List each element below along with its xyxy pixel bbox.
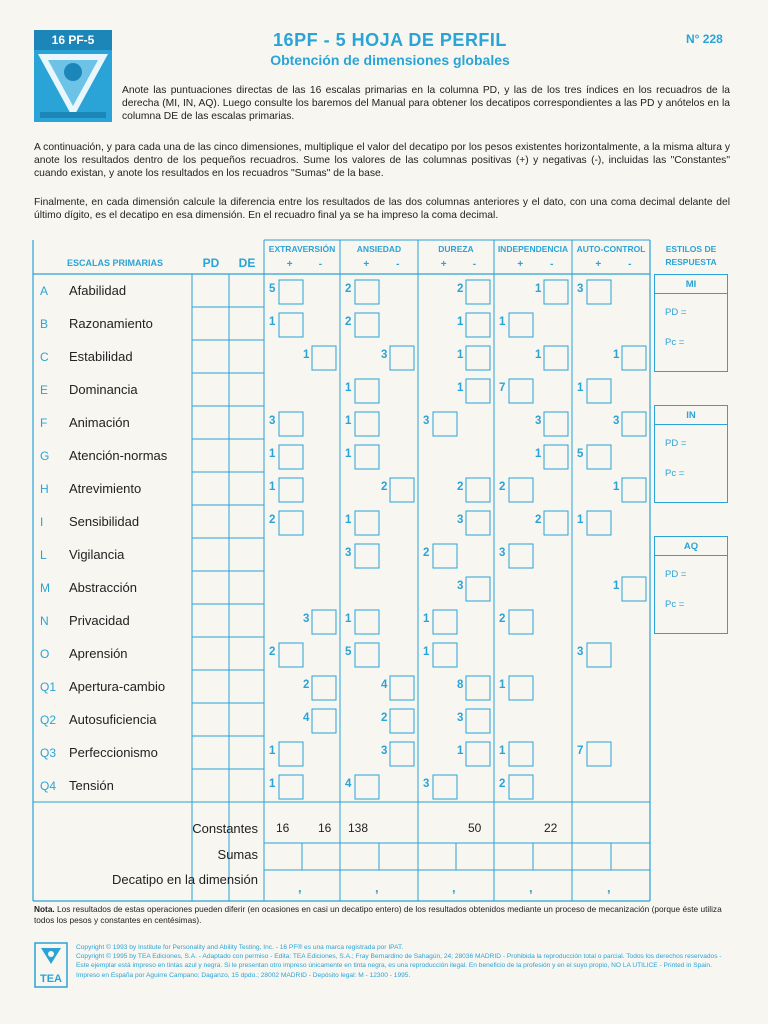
positive-weight: 2 bbox=[345, 283, 352, 295]
positive-weight: 1 bbox=[269, 745, 276, 757]
sums-label: Sumas bbox=[217, 847, 258, 862]
positive-weight: 2 bbox=[269, 646, 276, 658]
dimension-header-1: EXTRAVERSIÓN bbox=[268, 244, 336, 254]
page-title: 16PF - 5 HOJA DE PERFIL bbox=[273, 30, 507, 50]
response-styles-header-1: ESTILOS DE bbox=[665, 244, 717, 254]
minus-sign: - bbox=[472, 259, 477, 270]
scale-code: I bbox=[40, 515, 44, 529]
weight-box[interactable] bbox=[355, 643, 379, 667]
scale-name: Tensión bbox=[69, 778, 114, 793]
constant-value: 16 bbox=[318, 821, 332, 835]
tea-logo-text: TEA bbox=[40, 973, 62, 985]
weight-box[interactable] bbox=[509, 676, 533, 700]
weight-box[interactable] bbox=[355, 610, 379, 634]
scale-name: Razonamiento bbox=[69, 316, 153, 331]
weight-box[interactable] bbox=[279, 412, 303, 436]
weight-box[interactable] bbox=[587, 742, 611, 766]
scale-name: Perfeccionismo bbox=[69, 745, 158, 760]
positive-weight: 2 bbox=[423, 547, 430, 559]
weight-box[interactable] bbox=[466, 313, 490, 337]
positive-weight: 1 bbox=[269, 316, 276, 328]
weight-box[interactable] bbox=[433, 643, 457, 667]
weight-box[interactable] bbox=[279, 643, 303, 667]
scale-code: Q4 bbox=[40, 779, 57, 793]
scale-code: G bbox=[40, 449, 50, 463]
weight-box[interactable] bbox=[279, 511, 303, 535]
weight-box[interactable] bbox=[544, 280, 568, 304]
plus-sign: + bbox=[440, 259, 447, 270]
scale-name: Dominancia bbox=[69, 382, 138, 397]
scale-code: C bbox=[40, 350, 49, 364]
positive-weight: 3 bbox=[345, 547, 352, 559]
footnote bbox=[34, 904, 734, 926]
positive-weight: 3 bbox=[269, 415, 276, 427]
pc-field[interactable]: Pc = bbox=[665, 468, 685, 479]
weight-box[interactable] bbox=[509, 478, 533, 502]
weight-box[interactable] bbox=[509, 742, 533, 766]
weight-box[interactable] bbox=[390, 709, 414, 733]
negative-weight: 1 bbox=[613, 580, 620, 592]
negative-weight: 3 bbox=[457, 712, 464, 724]
positive-weight: 1 bbox=[269, 481, 276, 493]
dimension-header-5: AUTO-CONTROL bbox=[576, 244, 646, 254]
scale-name: Atrevimiento bbox=[69, 481, 142, 496]
weight-box[interactable] bbox=[355, 445, 379, 469]
negative-weight: 3 bbox=[303, 613, 310, 625]
pd-field[interactable]: PD = bbox=[665, 307, 687, 318]
negative-weight: 1 bbox=[535, 448, 542, 460]
positive-weight: 5 bbox=[577, 448, 584, 460]
weight-box[interactable] bbox=[622, 478, 646, 502]
weight-box[interactable] bbox=[466, 577, 490, 601]
weight-box[interactable] bbox=[355, 379, 379, 403]
positive-weight: 2 bbox=[499, 613, 506, 625]
negative-weight: 3 bbox=[613, 415, 620, 427]
weight-box[interactable] bbox=[509, 775, 533, 799]
minus-sign: - bbox=[550, 259, 554, 270]
weight-box[interactable] bbox=[355, 412, 379, 436]
dimension-header-4: INDEPENDENCIA bbox=[497, 244, 569, 254]
positive-weight: 1 bbox=[269, 448, 276, 460]
dimension-header-3: DUREZA bbox=[438, 244, 474, 254]
copyright-line-2: Copyright © 1995 by TEA Ediciones, S.A. - Adaptado con permiso - Edita: TEA Ediciones, S.A.; Fray Bernardino de Sahagún, 24; 28036 MADRID - Prohibida la reproducción total o parcial. Todos los derechos reservados - Este ejemplar está impreso en tintas azul y negra. Si le presentan otro impreso únicamente en tinta negra, es una reproducción ilegal. En beneficio de la profesión y en el suyo propio, NO LA UTILICE - Printed in Spain. Impreso en España por Aguirre Campano; Daganzo, 15 dpdo.; 28002 MADRID - Depósito legal: M - 12300 - 1995. bbox=[76, 953, 722, 979]
scale-code: L bbox=[40, 548, 47, 562]
negative-weight: 1 bbox=[613, 481, 620, 493]
constant-value: 22 bbox=[544, 821, 558, 835]
negative-weight: 2 bbox=[303, 679, 310, 691]
positive-weight: 1 bbox=[499, 745, 506, 757]
primary-scales-header: ESCALAS PRIMARIAS bbox=[66, 258, 163, 268]
dimension-header-2: ANSIEDAD bbox=[356, 244, 402, 254]
negative-weight: 1 bbox=[457, 349, 464, 361]
negative-weight: 3 bbox=[457, 580, 464, 592]
copyright-line-1: Copyright © 1993 by Institute for Personality and Ability Testing, Inc. - 16 PF® es una marca registrada por IPAT. bbox=[76, 944, 404, 951]
scale-name: Privacidad bbox=[69, 613, 130, 628]
minus-sign: - bbox=[318, 259, 323, 270]
weight-box[interactable] bbox=[355, 511, 379, 535]
response-style-divider bbox=[655, 293, 727, 294]
weight-box[interactable] bbox=[279, 742, 303, 766]
negative-weight: 8 bbox=[457, 679, 464, 691]
negative-weight: 2 bbox=[381, 712, 388, 724]
weight-box[interactable] bbox=[433, 412, 457, 436]
scale-name: Vigilancia bbox=[69, 547, 125, 562]
positive-weight: 1 bbox=[499, 316, 506, 328]
scale-code: O bbox=[40, 647, 50, 661]
weight-box[interactable] bbox=[466, 478, 490, 502]
positive-weight: 3 bbox=[499, 547, 506, 559]
positive-weight: 1 bbox=[345, 613, 352, 625]
scale-code: E bbox=[40, 383, 49, 397]
negative-weight: 3 bbox=[535, 415, 542, 427]
weight-box[interactable] bbox=[279, 280, 303, 304]
tea-emblem-icon bbox=[34, 942, 68, 988]
pd-field[interactable]: PD = bbox=[665, 569, 687, 580]
positive-weight: 3 bbox=[577, 283, 584, 295]
weight-box[interactable] bbox=[390, 676, 414, 700]
weight-box[interactable] bbox=[390, 742, 414, 766]
positive-weight: 1 bbox=[269, 778, 276, 790]
negative-weight: 1 bbox=[457, 316, 464, 328]
negative-weight: 3 bbox=[381, 745, 388, 757]
positive-weight: 4 bbox=[345, 778, 352, 790]
negative-weight: 1 bbox=[613, 349, 620, 361]
positive-weight: 7 bbox=[577, 745, 584, 757]
plus-sign: + bbox=[286, 259, 293, 270]
weight-box[interactable] bbox=[587, 643, 611, 667]
constant-value: 138 bbox=[348, 821, 369, 835]
pd-field[interactable]: PD = bbox=[665, 438, 687, 449]
scale-name: Afabilidad bbox=[69, 283, 127, 298]
plus-sign: + bbox=[595, 259, 602, 270]
plus-sign: + bbox=[517, 259, 524, 270]
pc-field[interactable]: Pc = bbox=[665, 599, 685, 610]
positive-weight: 3 bbox=[423, 778, 430, 790]
negative-weight: 2 bbox=[381, 481, 388, 493]
tea-logo bbox=[34, 942, 68, 988]
constant-value: 50 bbox=[468, 821, 482, 835]
decatipo-label: Decatipo en la dimensión bbox=[112, 872, 258, 887]
plus-sign: + bbox=[363, 259, 370, 270]
positive-weight: 5 bbox=[345, 646, 352, 658]
scale-name: Autosuficiencia bbox=[69, 712, 157, 727]
weight-box[interactable] bbox=[466, 346, 490, 370]
weight-box[interactable] bbox=[466, 709, 490, 733]
weight-box[interactable] bbox=[622, 577, 646, 601]
positive-weight: 2 bbox=[499, 778, 506, 790]
weight-box[interactable] bbox=[279, 775, 303, 799]
response-style-divider bbox=[655, 424, 727, 425]
positive-weight: 1 bbox=[577, 514, 584, 526]
logo-text: 16 PF-5 bbox=[34, 30, 112, 50]
weight-box[interactable] bbox=[312, 346, 336, 370]
weight-box[interactable] bbox=[466, 676, 490, 700]
positive-weight: 1 bbox=[423, 613, 430, 625]
weight-box[interactable] bbox=[622, 412, 646, 436]
negative-weight: 1 bbox=[535, 283, 542, 295]
constants-label: Constantes bbox=[192, 821, 258, 836]
weight-box[interactable] bbox=[466, 511, 490, 535]
response-style-box-in[interactable] bbox=[654, 405, 728, 503]
weight-box[interactable] bbox=[355, 775, 379, 799]
weight-box[interactable] bbox=[312, 610, 336, 634]
minus-sign: - bbox=[628, 259, 632, 270]
positive-weight: 1 bbox=[577, 382, 584, 394]
weight-box[interactable] bbox=[279, 313, 303, 337]
weight-box[interactable] bbox=[466, 379, 490, 403]
scale-code: Q2 bbox=[40, 713, 57, 727]
weight-box[interactable] bbox=[544, 346, 568, 370]
response-style-title: MI bbox=[685, 279, 697, 290]
positive-weight: 3 bbox=[577, 646, 584, 658]
scale-code: A bbox=[40, 284, 49, 298]
weight-box[interactable] bbox=[587, 280, 611, 304]
weight-box[interactable] bbox=[544, 445, 568, 469]
negative-weight: 4 bbox=[381, 679, 388, 691]
weight-box[interactable] bbox=[390, 478, 414, 502]
weight-box[interactable] bbox=[466, 280, 490, 304]
weight-box[interactable] bbox=[433, 610, 457, 634]
positive-weight: 1 bbox=[423, 646, 430, 658]
negative-weight: 1 bbox=[457, 745, 464, 757]
weight-box[interactable] bbox=[587, 445, 611, 469]
decimal-comma: , bbox=[298, 880, 302, 895]
document-number: N° 228 bbox=[686, 32, 723, 46]
constant-value: 16 bbox=[276, 821, 290, 835]
decimal-comma: , bbox=[607, 880, 611, 895]
scale-code: H bbox=[40, 482, 49, 496]
weight-box[interactable] bbox=[544, 511, 568, 535]
scale-name: Sensibilidad bbox=[69, 514, 140, 529]
copyright bbox=[76, 943, 736, 980]
weight-box[interactable] bbox=[509, 313, 533, 337]
minus-sign: - bbox=[396, 259, 400, 270]
weight-box[interactable] bbox=[509, 610, 533, 634]
negative-weight: 3 bbox=[457, 514, 464, 526]
negative-weight: 3 bbox=[381, 349, 388, 361]
de-header: DE bbox=[238, 256, 256, 270]
scale-code: M bbox=[40, 581, 50, 595]
weight-box[interactable] bbox=[587, 379, 611, 403]
positive-weight: 1 bbox=[345, 448, 352, 460]
positive-weight: 2 bbox=[345, 316, 352, 328]
weight-box[interactable] bbox=[312, 676, 336, 700]
response-style-box-aq[interactable] bbox=[654, 536, 728, 634]
weight-box[interactable] bbox=[355, 544, 379, 568]
positive-weight: 1 bbox=[345, 514, 352, 526]
scale-name: Estabilidad bbox=[69, 349, 133, 364]
weight-box[interactable] bbox=[279, 478, 303, 502]
response-style-title: IN bbox=[686, 410, 696, 421]
negative-weight: 2 bbox=[535, 514, 542, 526]
negative-weight: 1 bbox=[303, 349, 310, 361]
positive-weight: 1 bbox=[499, 679, 506, 691]
weight-box[interactable] bbox=[587, 511, 611, 535]
weight-box[interactable] bbox=[433, 544, 457, 568]
weight-box[interactable] bbox=[509, 379, 533, 403]
scale-code: Q3 bbox=[40, 746, 57, 760]
weight-box[interactable] bbox=[355, 313, 379, 337]
scale-code: B bbox=[40, 317, 49, 331]
response-style-box-mi[interactable] bbox=[654, 274, 728, 372]
scale-name: Abstracción bbox=[69, 580, 137, 595]
scale-name: Animación bbox=[69, 415, 130, 430]
positive-weight: 2 bbox=[499, 481, 506, 493]
scale-name: Atención-normas bbox=[69, 448, 168, 463]
positive-weight: 1 bbox=[345, 415, 352, 427]
scale-code: Q1 bbox=[40, 680, 57, 694]
weight-box[interactable] bbox=[312, 709, 336, 733]
positive-weight: 1 bbox=[345, 382, 352, 394]
positive-weight: 3 bbox=[423, 415, 430, 427]
weight-box[interactable] bbox=[355, 280, 379, 304]
weight-box[interactable] bbox=[622, 346, 646, 370]
positive-weight: 2 bbox=[269, 514, 276, 526]
instruction-paragraph-3: Finalmente, en cada dimensión calcule la diferencia entre los resultados de las dos columnas anteriores y el dato, con una coma decimal delante del último dígito, es el decatipo en esa dimensión. En el recuadro final ya se ha impreso la coma decimal. bbox=[34, 197, 730, 221]
negative-weight: 1 bbox=[535, 349, 542, 361]
pd-header: PD bbox=[202, 256, 220, 270]
weight-box[interactable] bbox=[279, 445, 303, 469]
negative-weight: 2 bbox=[457, 481, 464, 493]
page-subtitle: Obtención de dimensiones globales bbox=[270, 52, 510, 68]
positive-weight: 5 bbox=[269, 283, 276, 295]
negative-weight: 4 bbox=[303, 712, 310, 724]
scale-name: Apertura-cambio bbox=[69, 679, 166, 694]
footnote-text: Los resultados de estas operaciones pueden diferir (en ocasiones en casi un decatipo entero) de los resultados obtenidos mediante un proceso de mecanización (porque éste utiliza todos los pesos y constantes en centésimas). bbox=[34, 904, 722, 925]
weight-box[interactable] bbox=[544, 412, 568, 436]
instruction-paragraph-2: A continuación, y para cada una de las cinco dimensiones, multiplique el valor del decatipo por los pesos existentes horizontalmente, a la misma altura y anote los resultados dentro de los pequeños recuadros. Sume los valores de las columnas positivas (+) y negativas (-), incluidas las "Constantes" cuando existan, y anote los resultados en los recuadros "Sumas" de la base. bbox=[34, 142, 730, 179]
weight-box[interactable] bbox=[509, 544, 533, 568]
footnote-label: Nota. bbox=[34, 904, 55, 914]
weight-box[interactable] bbox=[390, 346, 414, 370]
decimal-comma: , bbox=[529, 880, 533, 895]
scale-code: N bbox=[40, 614, 49, 628]
pc-field[interactable]: Pc = bbox=[665, 337, 685, 348]
weight-box[interactable] bbox=[433, 775, 457, 799]
scale-code: F bbox=[40, 416, 48, 430]
scale-name: Aprensión bbox=[69, 646, 128, 661]
decimal-comma: , bbox=[452, 880, 456, 895]
negative-weight: 1 bbox=[457, 382, 464, 394]
response-style-title: AQ bbox=[683, 541, 699, 552]
decimal-comma: , bbox=[375, 880, 379, 895]
instruction-paragraph-1: Anote las puntuaciones directas de las 16 escalas primarias en la columna PD, y las de los tres índices en los recuadros de la derecha (MI, IN, AQ). Luego consulte los baremos del Manual para obtener los decatipos correspondientes a las PD y anótelos en la columna DE de las escalas primarias. bbox=[122, 85, 730, 122]
negative-weight: 2 bbox=[457, 283, 464, 295]
response-style-divider bbox=[655, 555, 727, 556]
positive-weight: 7 bbox=[499, 382, 506, 394]
response-styles-header-2: RESPUESTA bbox=[665, 257, 717, 267]
weight-box[interactable] bbox=[466, 742, 490, 766]
